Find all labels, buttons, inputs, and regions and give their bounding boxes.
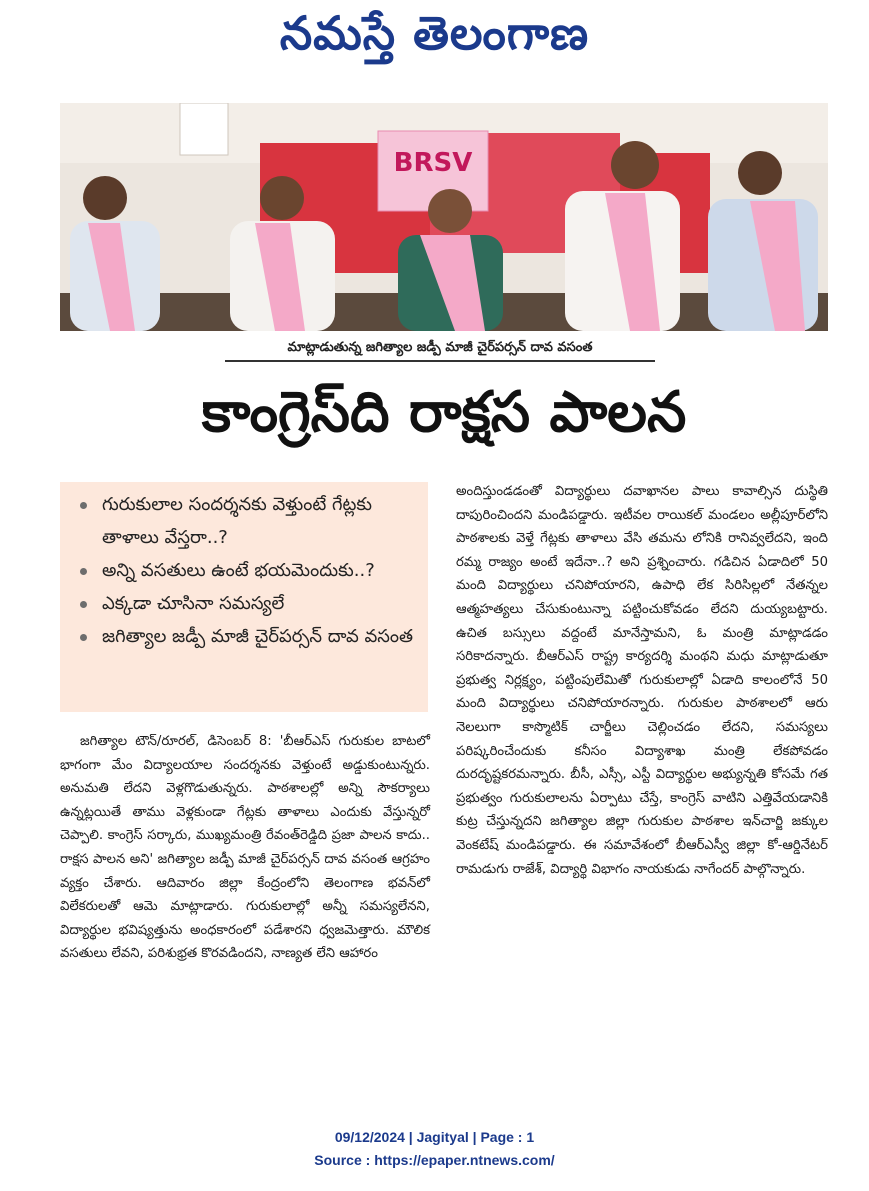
highlight-item [80, 587, 414, 620]
highlight-text: జగిత్యాల జడ్పీ మాజీ చైర్‌పర్సన్ దావ వసంత [102, 626, 414, 647]
highlight-item [80, 554, 414, 587]
highlights-box [60, 482, 428, 712]
news-photo-illustration [60, 103, 828, 331]
highlight-item [80, 620, 414, 653]
bullet-icon [80, 502, 87, 509]
highlight-text: అన్ని వసతులు ఉంటే భయమెందుకు..? [102, 560, 375, 581]
photo-caption: మాట్లాడుతున్న జగిత్యాల జడ్పీ మాజీ చైర్‌పర్సన్ దావ వసంత [225, 340, 655, 362]
masthead [0, 6, 869, 72]
bullet-icon [80, 601, 87, 608]
article-body-left: జగిత్యాల టౌన్/రూరల్, డిసెంబర్ 8: 'బీఆర్‌ఎస్ గురుకుల బాటలో భాగంగా మేం విద్యాలయాల సందర్శనకు వెళ్తుంటే అడ్డుకుంటున్నరు. అనుమతి లేదని వెళ్లగొడుతున్నరు. పాఠశాలల్లో అన్ని సౌకర్యాలు ఉన్నట్లయితే తాము వెళ్లకుండా గేట్లకు తాళాలు ఎందుకు వేస్తున్నరో చెప్పాలి. కాంగ్రెస్ సర్కారు, ముఖ్యమంత్రి రేవంత్‌రెడ్డిది ప్రజా పాలన కాదు.. రాక్షస పాలన అని' జగిత్యాల జడ్పీ మాజీ చైర్‌పర్సన్ దావ వసంత ఆగ్రహం వ్యక్తం చేశారు. ఆదివారం జిల్లా కేంద్రంలోని తెలంగాణ భవన్‌లో విలేకరులతో ఆమె మాట్లాడారు. గురుకులాల్లో అన్నీ సమస్యలేనని, విద్యార్థుల భవిష్యత్తును అంధకారంలో పడేశారని ధ్వజమెత్తారు. మౌలిక వసతులు లేవని, పరిశుభ్రత కొరవడిందని, నాణ్యత లేని ఆహారం [60, 734, 430, 962]
article-body-right: అందిస్తుండడంతో విద్యార్థులు దవాఖానల పాలు కావాల్సిన దుస్థితి దాపురించిందని మండిపడ్డారు. ఇటీవల రాయికల్ మండలం అల్లీపూర్‌లోని పాఠశాలకు వెళ్తే గేట్లకు తాళాలు వేసి తమను లోనికి రానివ్వలేదని, ఇంది రమ్మ రాజ్యం అంటే ఇదేనా..? అని ప్రశ్నించారు. గడిచిన ఏడాదిలో 50 మంది విద్యార్థులు చనిపోయారని, ఉపాధి లేక సిరిసిల్లలో నేతన్నల ఆత్మహత్యలు చేసుకుంటున్నా పట్టించుకోవడం లేదని దుయ్యబట్టారు. ఉచిత బస్సులు వద్దంటే మానేస్తామని, ఓ మంత్రి మాట్లాడడం సరికాదన్నారు. బీఆర్‌ఎస్ రాష్ట్ర కార్యదర్శి మంథని మధు మాట్లాడుతూ ప్రభుత్వ నిర్లక్ష్యం, పట్టింపులేమితో గురుకులాల్లో ఏడాది కాలంలోనే 50 మంది విద్యార్థులు చనిపోయారన్నారు. గురుకుల పాఠశాలలో ఆరు నెలలుగా కాస్మొటిక్ చార్జీలు చెల్లించడం లేదని, సమస్యలు పరిష్కరించేందుకు కనీసం విద్యాశాఖ మంత్రి లేకపోవడం దురదృష్టకరమన్నారు. బీసీ, ఎస్సీ, ఎస్టీ విద్యార్థుల అభ్యున్నతి కోసమే గత ప్రభుత్వం గురుకులాలను ఏర్పాటు చేస్తే, కాంగ్రెస్ వాటిని ఎత్తివేయడానికి కుట్ర చేస్తున్నదని జగిత్యాల జిల్లా గురుకుల పాఠశాల ఇన్‌చార్జి జక్కుల వెంకటేష్ మండిపడ్డారు. ఈ సమావేశంలో బీఆర్‌ఎస్వీ జిల్లా కో-ఆర్డినేటర్ రామడుగు రాజేశ్, విద్యార్థి విభాగం నాయకుడు నాగేందర్ పాల్గొన్నారు. [456, 484, 828, 877]
footer-source-line: Source : https://epaper.ntnews.com/ [314, 1152, 555, 1168]
footer-date-line: 09/12/2024 | Jagityal | Page : 1 [334, 1129, 535, 1145]
bullet-icon [80, 634, 87, 641]
masthead-title: నమస్తే తెలంగాణ [279, 6, 590, 60]
bullet-icon [80, 568, 87, 575]
news-photo [60, 103, 828, 331]
headline: కాంగ్రెస్‌ది రాక్షస పాలన [201, 380, 687, 445]
banner-text: BRSV [393, 148, 473, 178]
highlight-text: గురుకులాల సందర్శనకు వెళ్తుంటే గేట్లకు తాళాలు వేస్తరా..? [102, 494, 372, 548]
highlight-item [80, 488, 414, 554]
highlight-text: ఎక్కడా చూసినా సమస్యలే [102, 593, 285, 614]
